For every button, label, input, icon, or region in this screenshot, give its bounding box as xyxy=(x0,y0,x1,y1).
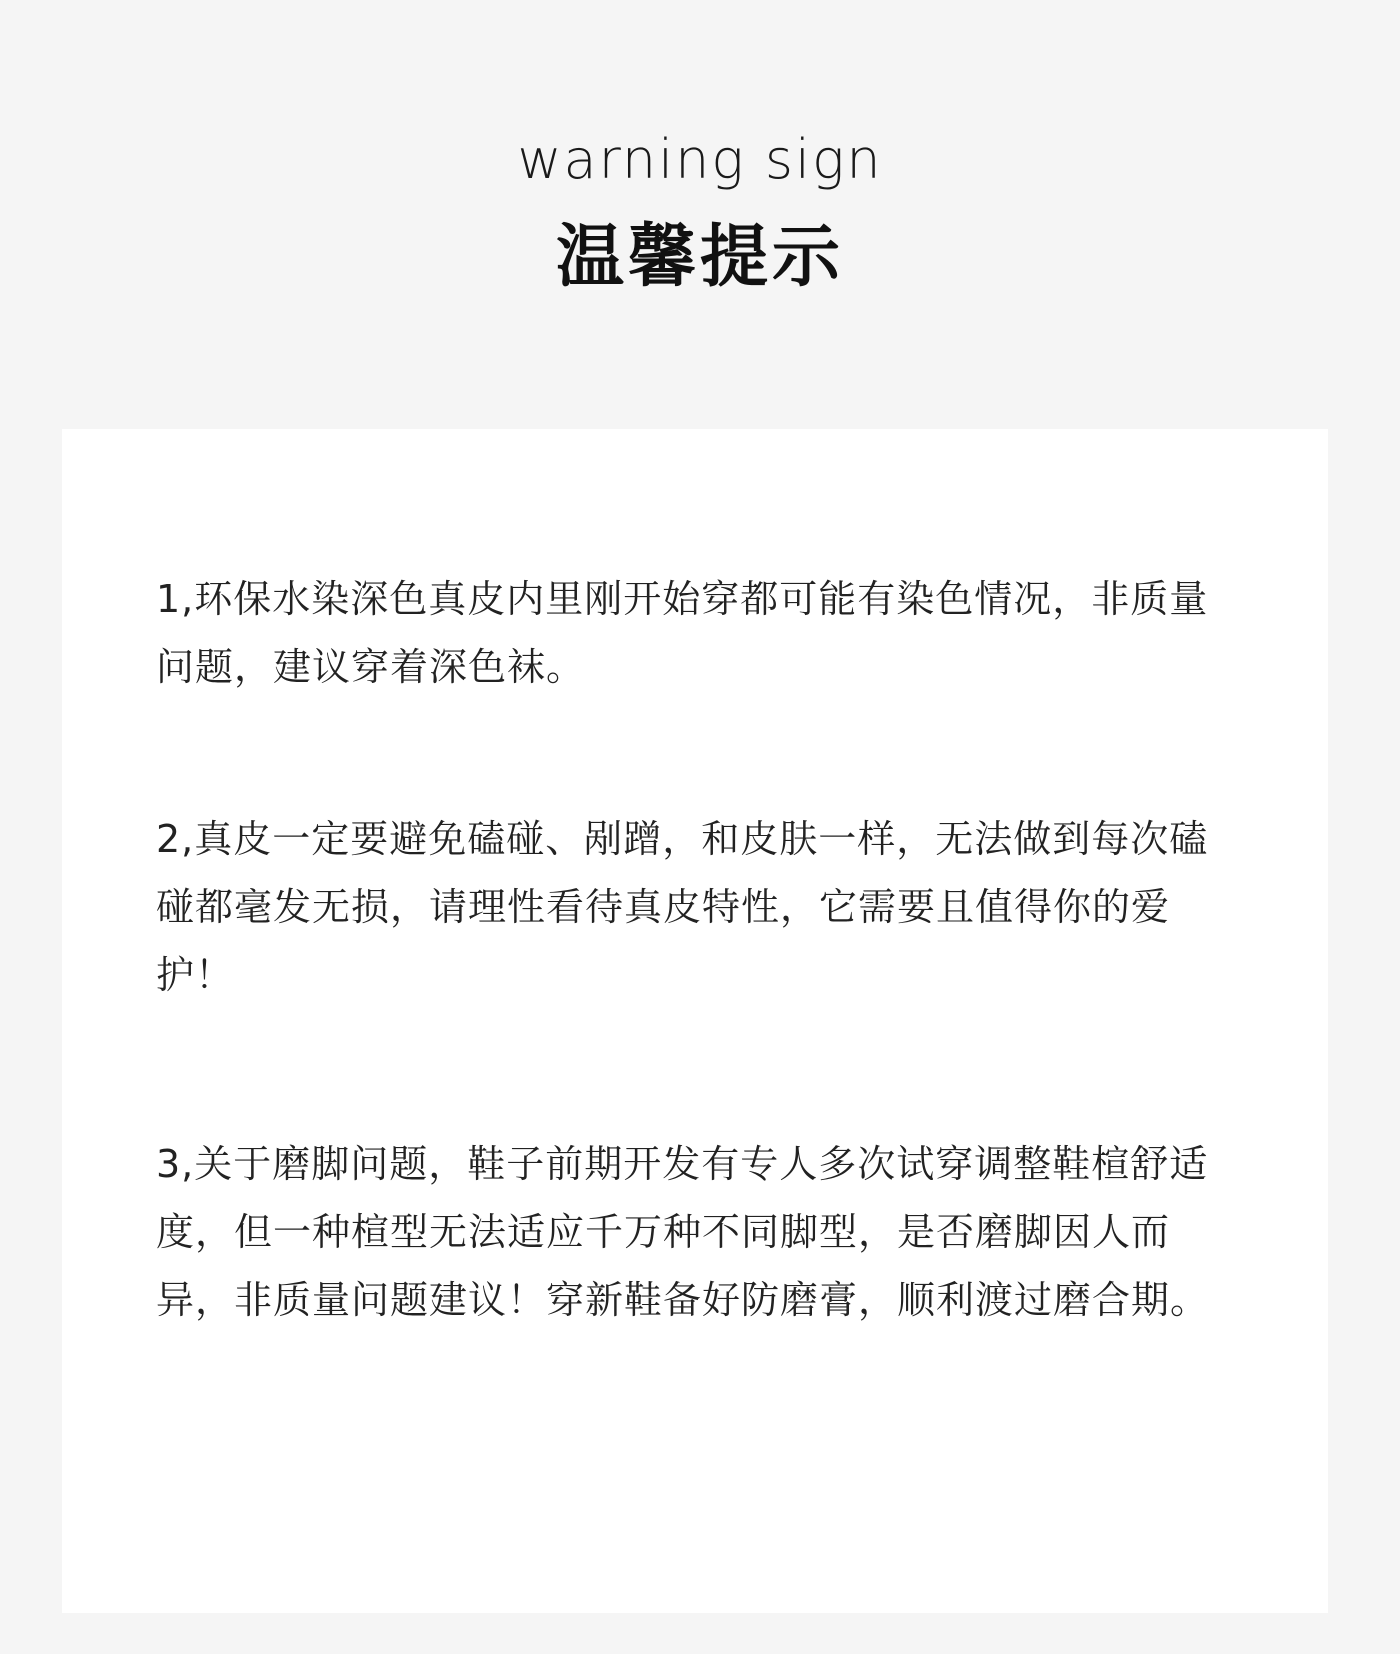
notice-item-1: 1,环保水染深色真皮内里刚开始穿都可能有染色情况，非质量问题，建议穿着深色袜。 xyxy=(156,577,1209,689)
page-header xyxy=(0,0,1400,420)
header-subtitle-en: warning sign xyxy=(517,128,883,191)
notice-item-2: 2,真皮一定要避免磕碰、剐蹭，和皮肤一样，无法做到每次磕碰都毫发无损，请理性看待真皮特性，它需要且值得你的爱护！ xyxy=(156,817,1209,997)
notice-item-3: 3,关于磨脚问题，鞋子前期开发有专人多次试穿调整鞋楦舒适度，但一种楦型无法适应千万种不同脚型，是否磨脚因人而异，非质量问题建议！穿新鞋备好防磨膏，顺利渡过磨合期。 xyxy=(156,1142,1210,1322)
notice-card xyxy=(62,429,1328,1613)
page-title: 温馨提示 xyxy=(555,218,844,297)
